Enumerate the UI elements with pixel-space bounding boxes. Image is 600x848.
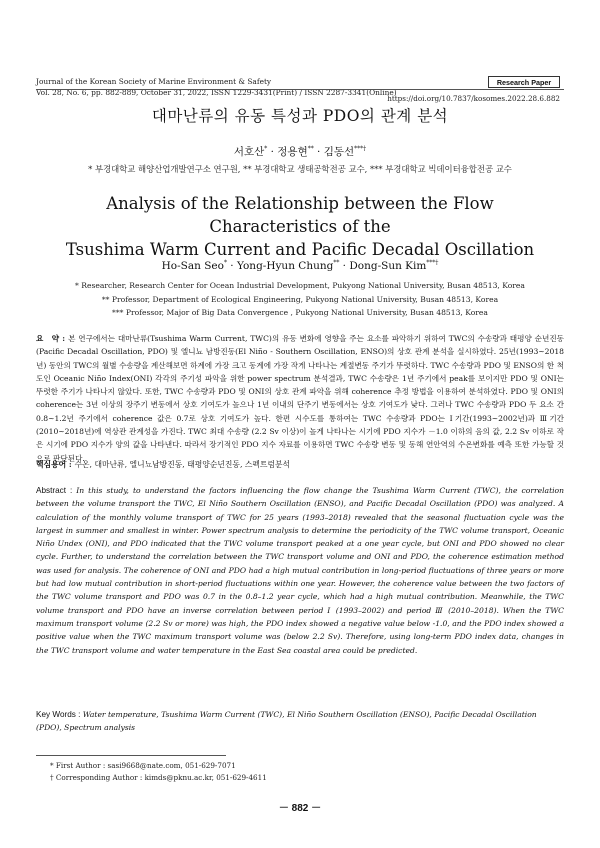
korean-abstract: [36, 332, 564, 465]
footnote-rule: [36, 755, 226, 756]
english-keywords-text: Water temperature, Tsushima Warm Current (TWC), El Niño Southern Oscillation (ENSO), Pacific Decadal Oscillation (PDO), Spectrum analysis: [36, 710, 537, 732]
author-separator: ·: [339, 260, 350, 272]
english-title-line-1: Analysis of the Relationship between the Flow Characteristics of the: [106, 194, 494, 236]
page-number: － 882 －: [278, 803, 322, 814]
english-title-line-2: Tsushima Warm Current and Pacific Decadal Oscillation: [65, 240, 535, 259]
korean-abstract-label: 요 약 :: [36, 334, 69, 343]
korean-authors: [0, 144, 600, 159]
first-author-footnote: * First Author : sasi9668@nate.com, 051-629-7071: [50, 761, 236, 770]
english-authors: [0, 260, 600, 272]
english-author-3-mark: ***†: [426, 259, 439, 267]
korean-abstract-text: 본 연구에서는 대마난류(Tsushima Warm Current, TWC)의 유동 변화에 영향을 주는 요소를 파악하기 위하여 TWC의 수송량과 태평양 순년진동(Pacific Decadal Oscillation, PDO) 및 엘니뇨 남방진동(El Niño - Southern Oscillation, ENSO)의 상호 관계 분석을 실시하였다. 25년(1993~2018년) 동안의 TWC의 월별 수송량을 계산해보면 하계에 가장 크고 동계에 가장 작게 나타나는 계절변동 주기가 뚜렷하다. TWC 수송량과 PDO 및 ENSO의 한 척도인 Oceanic Niño Index(ONI) 각각의 주기성 파악을 위한 power spectrum 분석결과, TWC 수송량은 1년 주기에서 peak를 보이지만 PDO 및 ONI는 뚜렷한 주기가 나타나지 않았다. 또한, TWC 수송량과 PDO 및 ONI의 상호 관계 파악을 위해 coherence 추정 방법을 이용하여 분석하였다. PDO 및 ONI의 coherence는 3년 이상의 장주기 변동에서 상호 기여도가 높으나 1년 이내의 단주기 변동에서는 상호 기여도가 낮다. 그러나 TWC 수송량과 PDO 두 요소 간 0.8~1.2년 주기에서 coherence 값은 0.7로 상호 기여도가 높다. 한편 시수도를 통하여는 TWC 수송량과 PDO는 Ⅰ기간(1993~2002년)과 Ⅲ기간(2010~2018년)에 역상관 관계성을 가진다. TWC 최대 수송량 (2.2 Sv 이상)이 높게 나타나는 시기에 PDO 지수가 －1.0 이하의 음의 값, 2.2 Sv 이하로 작은 시기에 PDO 지수가 양의 값을 나타낸다. 따라서 장기적인 PDO 지수 자료를 이용하면 TWC 수송량 변동 및 동해 연안역의 수온변화를 예측 또한 가능할 것으로 판단된다.: [36, 334, 564, 463]
korean-title: 대마난류의 유동 특성과 PDO의 관계 분석: [151, 107, 449, 125]
korean-author-2: 정용현: [277, 146, 308, 158]
korean-author-3: 김동선: [323, 146, 355, 158]
english-abstract: [36, 484, 564, 657]
korean-author-2-mark: **: [307, 145, 314, 153]
korean-keywords-label: 핵심용어 :: [36, 460, 75, 469]
english-author-1: Ho-San Seo: [161, 260, 224, 272]
english-author-2-mark: **: [333, 259, 340, 267]
affiliation-2: ** Professor, Department of Ecological Engineering, Pukyong National University, Busan 48513, Korea: [101, 294, 499, 304]
header-rule: [36, 89, 564, 90]
affiliation-3: *** Professor, Major of Big Data Convergence , Pukyong National University, Busan 48513, Korea: [112, 308, 488, 317]
article-type-badge: Research Paper: [488, 76, 560, 88]
english-abstract-text: In this study, to understand the factors influencing the flow change the Tsushima Warm Current (TWC), the correlation between the volume transport the TWC, El Niño Southern Oscillation (ENSO), and Pacific Decadal Oscillation (PDO) was analyzed. A calculation of the monthly volume transport of TWC for 25 years (1993–2018) revealed that the seasonal fluctuation cycle was the largest in summer and smallest in winter. Power spectrum analysis to determine the periodicity of the TWC volume transport, Oceanic Niño Undex (ONI), and PDO indicated that the TWC volume transport peaked at a one year cycle, but ONI and PDO showed no clear cycle. Further, to understand the correlation between the TWC transport volume and ONI and PDO, the coherence estimation method was used for analysis. The coherence of ONI and PDO had a high mutual contribution in long-period fluctuations of three years or more but had low mutual contribution in short-period fluctuations within one year. However, the coherence value between the two factors of the TWC volume transport and PDO was 0.7 in the 0.8–1.2 year cycle, which had a high mutual contribution. Meanwhile, the TWC volume transport and PDO have an inverse correlation between period Ⅰ (1993–2002) and period Ⅲ (2010–2018). When the TWC maximum transport volume (2.2 Sv or more) was high, the PDO index showed a negative value below -1.0, and the PDO index showed a positive value when the TWC maximum transport volume was (below 2.2 Sv). Therefore, using long-term PDO index data, changes in the TWC transport volume and water temperature in the East Sea coastal area could be predicted.: [36, 486, 565, 655]
korean-author-1: 서호산: [233, 146, 265, 158]
english-affiliations: [0, 279, 600, 320]
author-separator: ·: [226, 260, 237, 272]
english-title: [40, 192, 560, 261]
korean-affiliations: * 부경대학교 해양산업개발연구소 연구원, ** 부경대학교 생태공학전공 교수, *** 부경대학교 빅데이터융합전공 교수: [88, 164, 512, 174]
doi-link[interactable]: https://doi.org/10.7837/kosomes.2022.28.6.882: [387, 94, 560, 103]
korean-author-1-mark: *: [264, 145, 268, 153]
footnotes: [50, 760, 267, 784]
english-author-3: Dong-Sun Kim: [349, 260, 427, 272]
english-keywords: [36, 708, 564, 734]
journal-header: [36, 76, 397, 98]
korean-keywords-text: 수온, 대마난류, 엘니뇨남방진동, 태평양순년진동, 스펙트럼분석: [74, 460, 291, 469]
english-author-1-mark: *: [223, 259, 227, 267]
english-abstract-label: Abstract :: [36, 486, 77, 495]
korean-keywords: [36, 459, 290, 470]
korean-author-3-mark: ***†: [354, 145, 367, 153]
journal-issue-info: Vol. 28, No. 6, pp. 882-889, October 31, 2022, ISSN 1229-3431(Print) / ISSN 2287-3341(Online): [36, 88, 397, 97]
english-author-2: Yong-Hyun Chung: [236, 260, 334, 272]
affiliation-1: * Researcher, Research Center for Ocean Industrial Development, Pukyong National University, Busan 48513, Korea: [75, 281, 525, 290]
author-separator: ·: [313, 146, 324, 158]
author-separator: ·: [267, 146, 278, 158]
english-keywords-label: Key Words :: [36, 710, 83, 719]
journal-name: Journal of the Korean Society of Marine Environment & Safety: [36, 77, 272, 86]
corresponding-author-footnote: † Corresponding Author : kimds@pknu.ac.kr, 051-629-4611: [50, 773, 267, 782]
